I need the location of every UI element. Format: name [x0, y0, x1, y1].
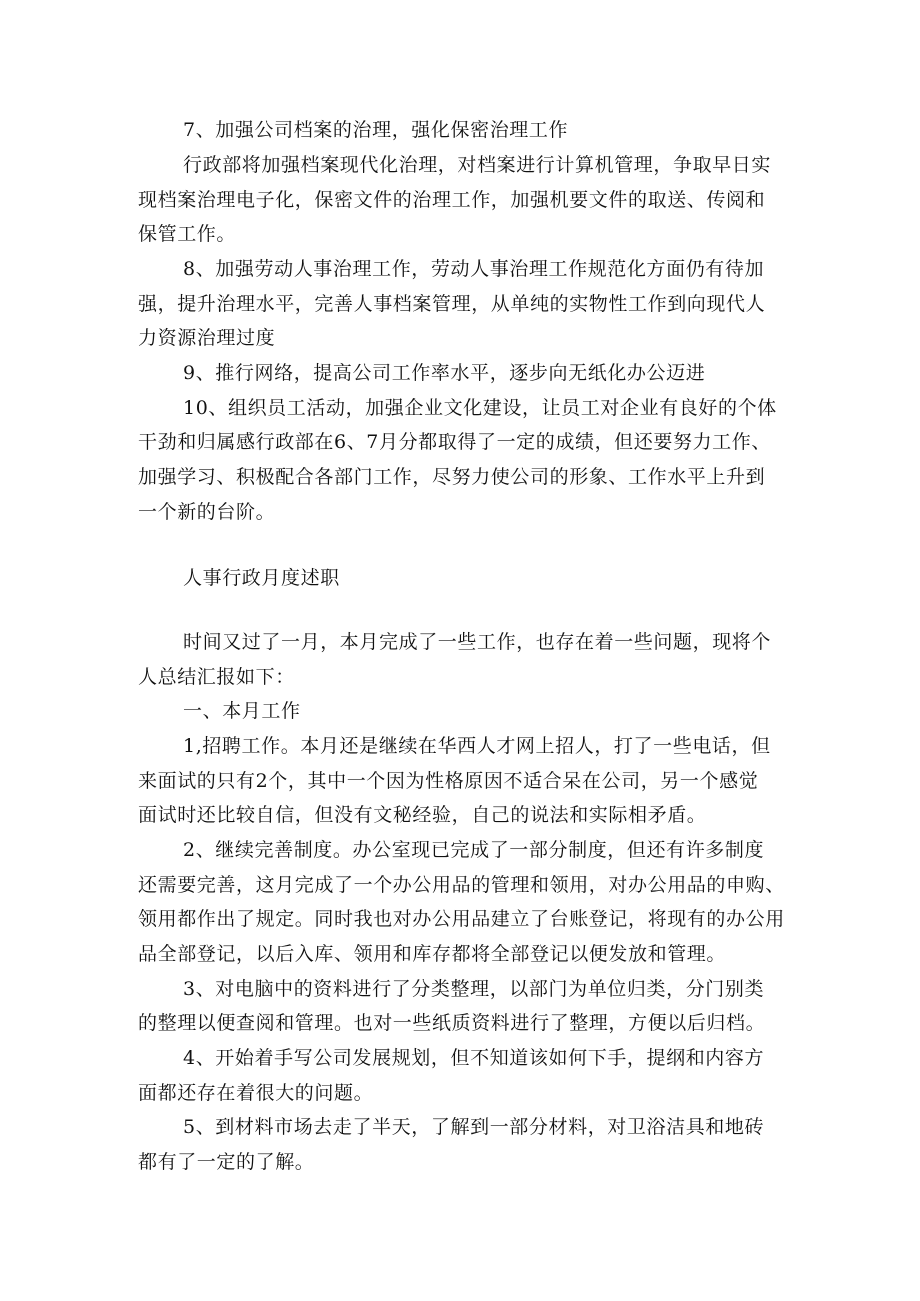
p1-line-2: 来面试的只有2个，其中一个因为性格原因不适合呆在公司，另一个感觉 — [138, 770, 759, 792]
item10-line-1: 10、组织员工活动，加强企业文化建设，让员工对企业有良好的个体 — [183, 397, 777, 419]
p1-line-1: 1,招聘工作。本月还是继续在华西人才网上招人，打了一些电话，但 — [183, 735, 771, 757]
item7-heading: 7、加强公司档案的治理，强化保密治理工作 — [183, 119, 569, 141]
p3-line-1: 3、对电脑中的资料进行了分类整理，以部门为单位归类，分门别类 — [183, 978, 765, 1000]
p5-line-2: 都有了一定的了解。 — [138, 1151, 315, 1173]
p4-line-2: 面都还存在着很大的问题。 — [138, 1082, 374, 1104]
item8-line-2: 强，提升治理水平，完善人事档案管理，从单纯的实物性工作到向现代人 — [138, 293, 766, 315]
intro-line-1: 时间又过了一月，本月完成了一些工作，也存在着一些问题，现将个 — [183, 631, 772, 653]
p4-line-1: 4、开始着手写公司发展规划，但不知道该如何下手，提纲和内容方 — [183, 1047, 765, 1069]
item7-body-line-2: 现档案治理电子化，保密文件的治理工作，加强机要文件的取送、传阅和 — [138, 189, 766, 211]
p2-line-4: 品全部登记，以后入库、领用和库存都将全部登记以便发放和管理。 — [138, 943, 727, 965]
item7-body-line-1: 行政部将加强档案现代化治理，对档案进行计算机管理，争取早日实 — [183, 154, 772, 176]
p2-line-3: 领用都作出了规定。同时我也对办公用品建立了台账登记，将现有的办公用 — [138, 908, 785, 930]
item9: 9、推行网络，提高公司工作率水平，逐步向无纸化办公迈进 — [183, 362, 706, 384]
p3-line-2: 的整理以便查阅和管理。也对一些纸质资料进行了整理，方便以后归档。 — [138, 1012, 766, 1034]
p2-line-2: 还需要完善，这月完成了一个办公用品的管理和领用，对办公用品的申购、 — [138, 874, 785, 896]
item8-line-1: 8、加强劳动人事治理工作，劳动人事治理工作规范化方面仍有待加 — [183, 258, 765, 280]
item10-line-4: 一个新的台阶。 — [138, 501, 276, 523]
item8-line-3: 力资源治理过度 — [138, 327, 276, 349]
intro-line-2: 人总结汇报如下： — [138, 666, 295, 688]
item10-line-3: 加强学习、积极配合各部门工作，尽努力使公司的形象、工作水平上升到 — [138, 466, 766, 488]
p5-line-1: 5、到材料市场去走了半天，了解到一部分材料，对卫浴洁具和地砖 — [183, 1116, 765, 1138]
p2-line-1: 2、继续完善制度。办公室现已完成了一部分制度，但还有许多制度 — [183, 839, 765, 861]
p1-line-3: 面试时还比较自信，但没有文秘经验，自己的说法和实际相矛盾。 — [138, 804, 707, 826]
section-title: 人事行政月度述职 — [183, 567, 340, 589]
item7-body-line-3: 保管工作。 — [138, 223, 237, 245]
heading-monthly-work: 一、本月工作 — [183, 700, 301, 722]
item10-line-2: 干劲和归属感行政部在6、7月分都取得了一定的成绩，但还要努力工作、 — [138, 431, 771, 453]
